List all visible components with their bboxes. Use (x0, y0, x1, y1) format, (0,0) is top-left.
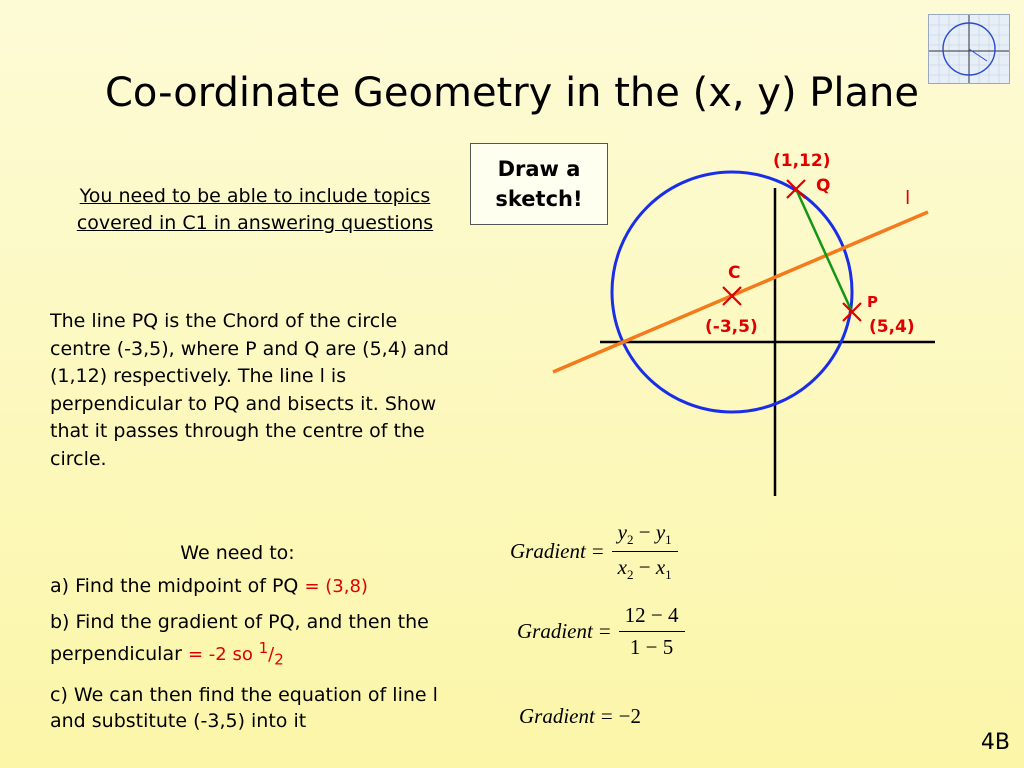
step-b-text: b) Find the gradient of PQ, and then the perpendicular (50, 611, 429, 665)
step-b (50, 609, 460, 673)
line-l (553, 212, 928, 372)
steps-list (50, 573, 460, 743)
label-q: Q (816, 176, 831, 196)
step-b-answer (187, 639, 284, 669)
gradient-label-1: Gradient (510, 539, 586, 564)
equals-sign-2: = (598, 619, 611, 643)
circle (612, 172, 852, 412)
step-c (50, 682, 460, 734)
label-l: l (905, 187, 911, 209)
equals-sign-3: = (600, 704, 613, 728)
gradient-label-3: Gradient (519, 704, 595, 728)
slide-title: Co-ordinate Geometry in the (x, y) Plane (104, 70, 920, 116)
needs-heading: We need to: (180, 542, 295, 564)
gradient-label-2: Gradient (517, 619, 593, 643)
label-q-coords: (1,12) (773, 151, 831, 171)
label-c-coords: (-3,5) (705, 317, 758, 337)
point-q-marker (787, 180, 805, 198)
fraction-denominator-1: $x_2 - x_1$ (617, 555, 672, 583)
step-c-text: c) We can then find the equation of line l and substitute (-3,5) into it (50, 683, 438, 732)
gradient-value: −2 (618, 704, 642, 728)
slide-number: 4B (980, 730, 1010, 755)
equals-sign-1: = (591, 539, 604, 564)
fraction-numerator-1: $y_2 - y_1$ (612, 520, 678, 552)
fraction-numerator-2: 12 − 4 (619, 603, 685, 632)
circle-graph-icon (929, 15, 1009, 83)
step-b-answer-numerator: 1 (258, 639, 269, 657)
gradient-substituted (517, 603, 685, 660)
fraction-denominator-2: 1 − 5 (629, 635, 674, 659)
draw-sketch-callout: Draw a sketch! (470, 143, 608, 225)
step-b-answer-denominator: 2 (274, 650, 284, 669)
point-c-marker (723, 287, 741, 305)
gradient-fraction-2 (619, 603, 685, 660)
label-p: P (867, 293, 878, 311)
problem-statement: The line PQ is the Chord of the circle centre (-3,5), where P and Q are (5,4) and (1,12) respectively. The line l is perpendicular to PQ and bisects it. Show that it passes through the centre of the circle. (50, 310, 449, 470)
gradient-formula (510, 520, 678, 583)
step-a-text: a) Find the midpoint of PQ (50, 575, 299, 597)
circle-chord-diagram (540, 140, 960, 500)
step-b-answer-slash: / (268, 644, 275, 665)
circle-graph-thumbnail (928, 14, 1010, 84)
step-b-answer-prefix: = -2 so (187, 644, 253, 665)
label-p-coords: (5,4) (869, 317, 915, 337)
step-a-answer: = (3,8) (304, 576, 368, 597)
label-c: C (728, 263, 741, 283)
step-a (50, 573, 460, 600)
intro-text: You need to be able to include topics covered in C1 in answering questions (76, 185, 434, 234)
gradient-fraction-1 (612, 520, 678, 583)
gradient-result (519, 704, 641, 729)
